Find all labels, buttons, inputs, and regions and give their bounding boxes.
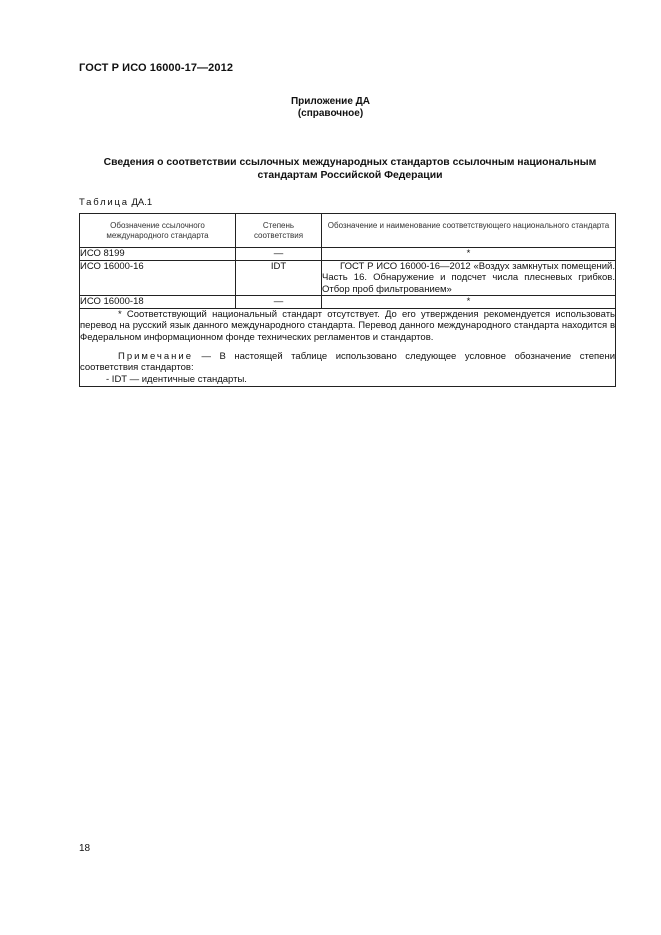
note-item: - IDT — идентичные стандарты.	[106, 374, 247, 386]
table-footnote-cell	[80, 308, 616, 386]
section-title-line-2: стандартам Российской Федерации	[257, 170, 443, 181]
note-text: — В настоящей таблице использовано следующее условное обозначение степени соответствия стандартов:	[80, 350, 615, 374]
section-title	[79, 156, 621, 182]
appendix-title: Приложение ДА	[290, 96, 371, 107]
appendix-kind: (справочное)	[297, 108, 364, 119]
table-caption-number: ДА.1	[131, 197, 153, 208]
table-footer-row	[80, 308, 616, 386]
cell-degree: —	[236, 296, 322, 309]
cell-degree: —	[236, 248, 322, 261]
table-header-row	[80, 214, 616, 248]
table-caption-word: Таблица	[79, 197, 129, 208]
page-number: 18	[79, 843, 91, 854]
footnote-text: * Соответствующий национальный стандарт отсутствует. До его утверждения рекомендуется использовать перевод на русский язык данного международного стандарта. Перевод данного международного стандарта находится в Федеральном информационном фонде технических регламентов и стандартов.	[80, 308, 615, 343]
section-title-line-1: Сведения о соответствии ссылочных международных стандартов ссылочным национальным	[103, 157, 597, 168]
cell-iso: ИСО 8199	[80, 248, 236, 261]
column-header-degree: Степень соответствия	[236, 214, 322, 248]
cell-national: ГОСТ Р ИСО 16000-16—2012 «Воздух замкнутых помещений. Часть 16. Обнаружение и подсчет числа плесневых грибков. Отбор проб фильтрованием»	[322, 260, 615, 295]
table-row	[80, 296, 616, 309]
column-header-national: Обозначение и наименование соответствующего национального стандарта	[322, 214, 616, 248]
correspondence-table	[79, 213, 616, 387]
note-label: Примечание	[118, 350, 193, 362]
appendix-heading	[0, 96, 661, 120]
cell-national: *	[322, 248, 616, 261]
cell-iso: ИСО 16000-16	[80, 260, 236, 296]
cell-iso: ИСО 16000-18	[80, 296, 236, 309]
cell-national: *	[322, 296, 616, 309]
column-header-iso: Обозначение ссылочного международного стандарта	[80, 214, 236, 248]
table-row	[80, 248, 616, 261]
cell-degree: IDT	[236, 260, 322, 296]
document-header: ГОСТ Р ИСО 16000-17—2012	[79, 62, 234, 74]
table-caption	[79, 197, 152, 208]
table-note	[80, 351, 615, 374]
table-row	[80, 260, 616, 296]
